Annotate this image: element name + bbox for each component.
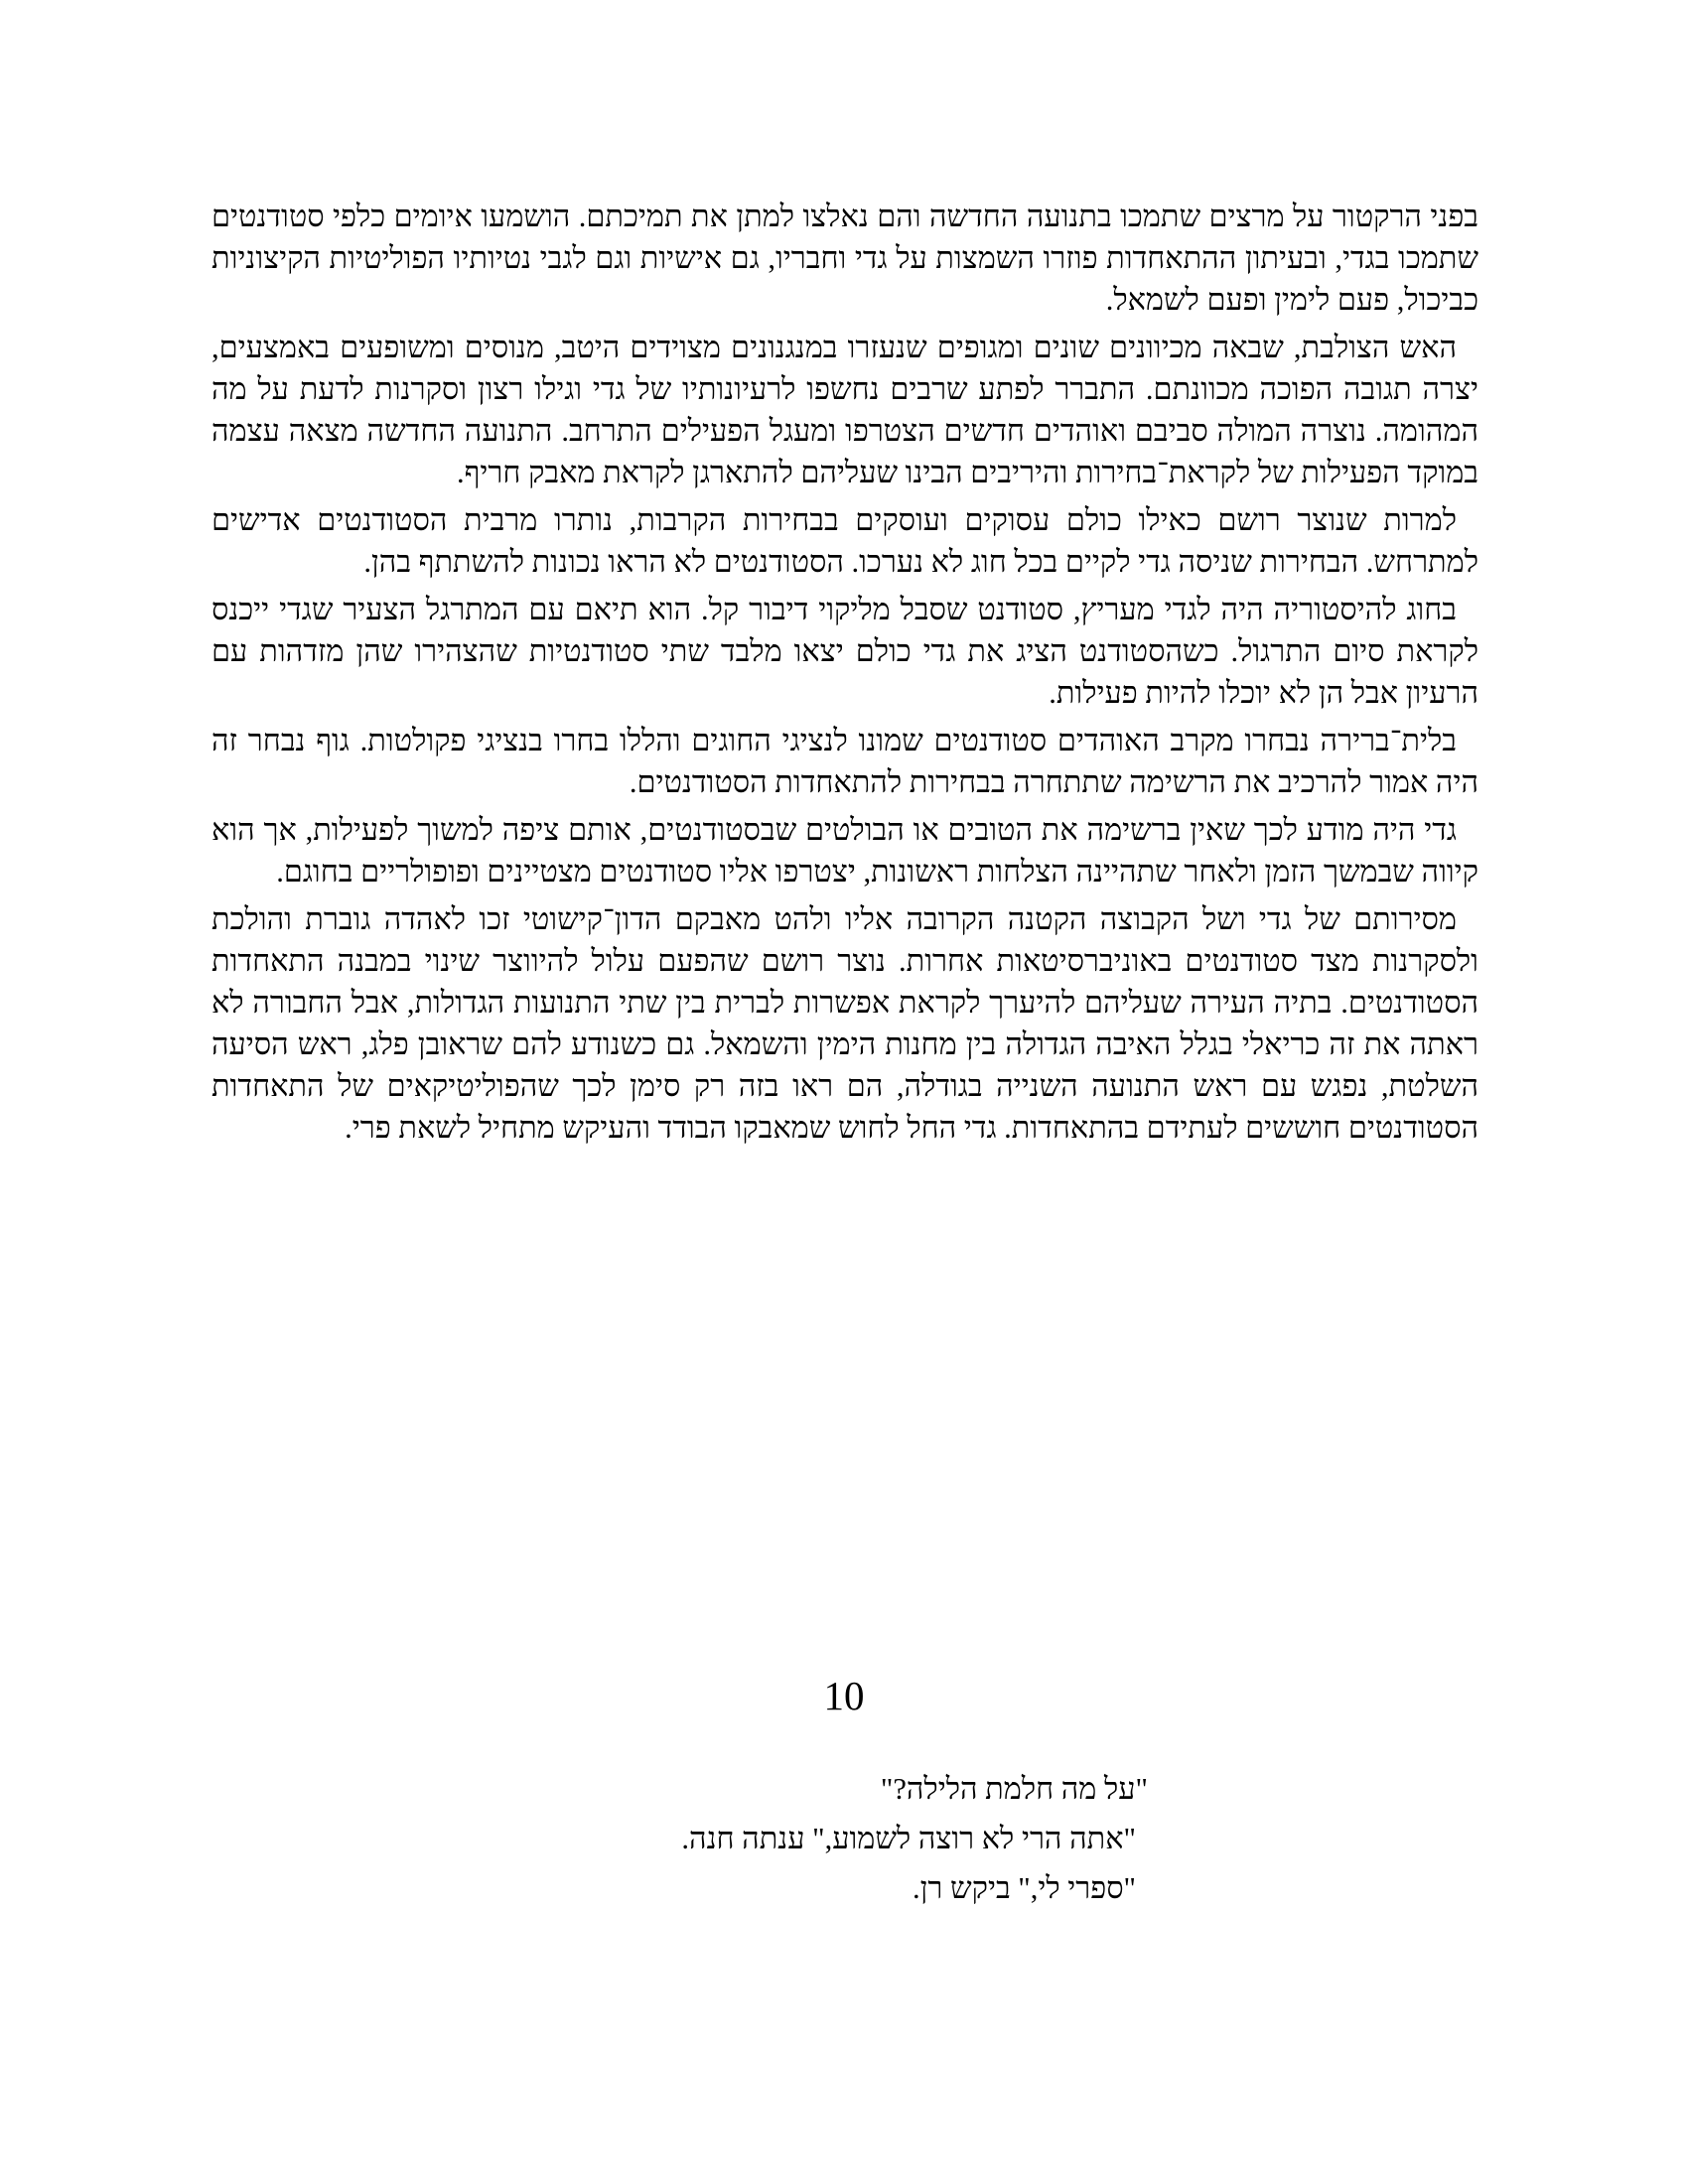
dialogue-line: "על מה חלמת הלילה?" (880, 1772, 1148, 1806)
paragraph: בפני הרקטור על מרצים שתמכו בתנועה החדשה והם נאלצו למתן את תמיכתם. הושמעו איומים כלפי סטודנטים שתמכו בגדי, ובעיתון ההתאחדות פוזרו השמצות על גדי וחבריו, גם אישיות וגם לגבי נטיותיו הפוליטיות הקיצוניות כביכול, פעם לימין ופעם לשמאל. (211, 200, 1478, 317)
dialogue-block (254, 1764, 1148, 1913)
paragraph: בחוג להיסטוריה היה לגדי מעריץ, סטודנט שסבל מליקוי דיבור קל. הוא תיאם עם המתרגל הצעיר שגדי ייכנס לקראת סיום התרגול. כשהסטודנט הציג את גדי כולם יצאו מלבד שתי סטודנטיות שהצהירו שהן מזדהות עם הרעיון אבל הן לא יוכלו להיות פעילות. (211, 593, 1478, 710)
paragraph: למרות שנוצר רושם כאילו כולם עסוקים ועוסקים בבחירות הקרבות, נותרו מרבית הסטודנטים אדישים למתרחש. הבחירות שניסה גדי לקיים בכל חוג לא נערכו. הסטודנטים לא הראו נכונות להשתתף בהן. (211, 503, 1478, 579)
page-number: 10 (823, 1673, 865, 1718)
paragraph: בלית־ברירה נבחרו מקרב האוהדים סטודנטים שמונו לנציגי החוגים והללו בחרו בנציגי פקולטות. גוף נבחר זה היה אמור להרכיב את הרשימה שתתחרה בבחירות להתאחדות הסטודנטים. (211, 724, 1478, 799)
dialogue-line: "אתה הרי לא רוצה לשמוע," ענתה חנה. (681, 1822, 1136, 1855)
paragraph: מסירותם של גדי ושל הקבוצה הקטנה הקרובה אליו ולהט מאבקם הדון־קישוטי זכו לאהדה גוברת והולכת ולסקרנות מצד סטודנטים באוניברסיטאות אחרות. נוצר רושם שהפעם עלול להיווצר שינוי במבנה התאחדות הסטודנטים. בתיה העירה שעליהם להיערך לקראת אפשרות לברית בין שתי התנועות הגדולות, אבל החבורה לא ראתה את זה כריאלי בגלל האיבה הגדולה בין מחנות הימין והשמאל. גם כשנודע להם שראובן פלג, ראש הסיעה השלטת, נפגש עם ראש התנועה השנייה בגודלה, הם ראו בזה רק סימן לכך שהפוליטיקאים של התאחדות הסטודנטים חוששים לעתידם בהתאחדות. גדי החל לחוש שמאבקו הבודד והעיקש מתחיל לשאת פרי. (211, 902, 1478, 1145)
paragraph: גדי היה מודע לכך שאין ברשימה את הטובים או הבולטים שבסטודנטים, אותם ציפה למשוך לפעילות, אך הוא קיווה שבמשך הזמן ולאחר שתהיינה הצלחות ראשונות, יצטרפו אליו סטודנטים מצטיינים ופופולריים בחוגם. (211, 813, 1478, 888)
dialogue-line: "ספרי לי," ביקש רן. (913, 1871, 1136, 1905)
body-text (211, 196, 1478, 1155)
paragraph: האש הצולבת, שבאה מכיוונים שונים ומגופים שנעזרו במנגנונים מצוידים היטב, מנוסים ומשופעים באמצעים, יצרה תגובה הפוכה מכוונתם. התברר לפתע שרבים נחשפו לרעיונותיו של גדי וגילו רצון וסקרנות לדעת על מה המהומה. נוצרה המולה סביבם ואוהדים חדשים הצטרפו ומעגל הפעילים התרחב. התנועה החדשה מצאה עצמה במוקד הפעילות של לקראת־בחירות והיריבים הבינו שעליהם להתארגן לקראת מאבק חריף. (211, 331, 1478, 489)
